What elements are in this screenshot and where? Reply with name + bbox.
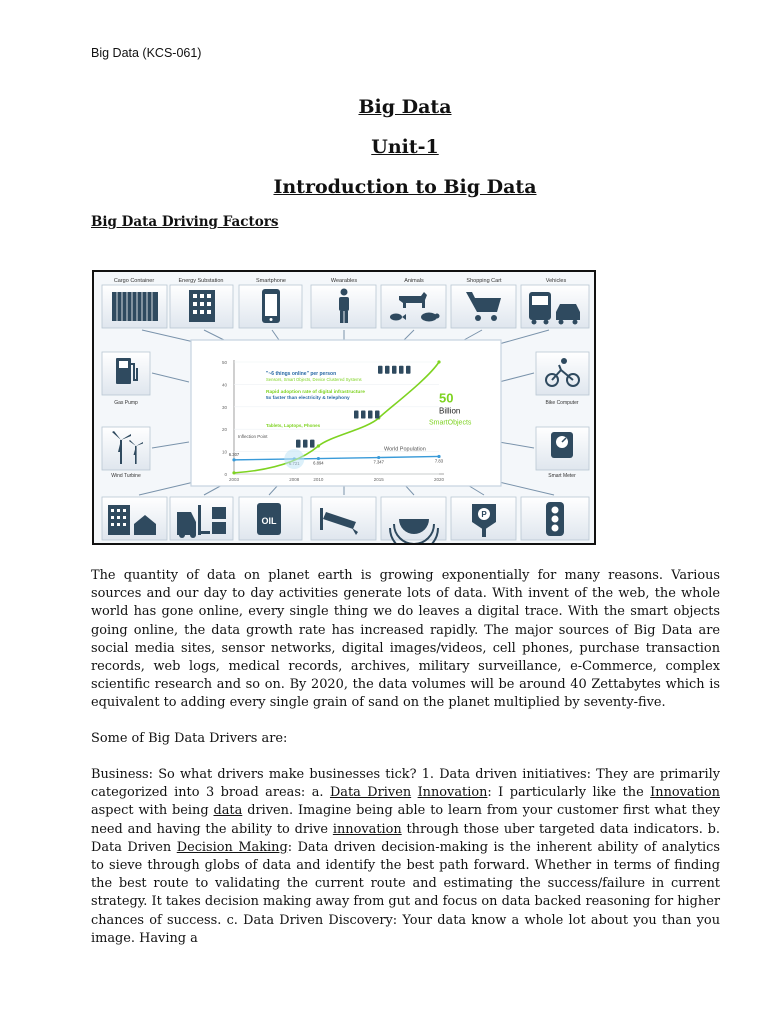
device-pictogram: [368, 411, 373, 419]
annotation-things-online: "~6 things online" per person: [266, 370, 337, 377]
population-point-label: 6.894: [313, 460, 324, 466]
link-data[interactable]: data: [213, 803, 243, 819]
annotation-5x-faster: 5x faster than electricity & telephony: [266, 395, 350, 401]
device-pictogram: [385, 366, 390, 374]
x-tick-label: 2003: [228, 477, 240, 482]
smart-objects-point: [232, 471, 235, 474]
traffic-light-icon: [546, 502, 564, 536]
device-pictogram: [303, 440, 308, 448]
unit-title: Unit-1: [371, 136, 439, 158]
population-point-label: 7.347: [373, 459, 384, 465]
big-number-unit: Billion: [439, 406, 461, 416]
device-pictogram: [378, 366, 383, 374]
big-number: 50: [439, 390, 454, 406]
y-tick-label: 10: [221, 449, 227, 455]
paragraph-data-growth: The quantity of data on planet earth is growing exponentially for many reasons. Various sources and our day to day activities generate lots of data. With invent of the web, the whole world has gone online, every single thing we do leaves a digital trace. With the smart objects going online, the data growth rate has increased rapidly. The major sources of Big Data are social media sites, sensor networks, digital images/videos, cell phones, purchase transaction records, web logs, medical records, archives, military surveillance, e-Commerce, complex scientific research and so on. By 2020, the data volumes will be around 40 Zettabytes which is equivalent to adding every single grain of sand on the planet multiplied by seventy-five.: [91, 568, 720, 711]
label-wind-turbine: Wind Turbine: [111, 473, 141, 479]
page-title: Big Data: [358, 96, 452, 118]
link-decision-making[interactable]: Decision Making: [176, 839, 288, 855]
oil-barrel-icon: [257, 503, 281, 535]
inflection-highlight: [284, 449, 304, 469]
inflection-label: Inflection Point: [238, 434, 268, 440]
paragraph-drivers-intro: Some of Big Data Drivers are:: [91, 731, 288, 746]
x-tick-label: 2010: [313, 477, 324, 482]
device-pictogram: [406, 366, 411, 374]
y-tick-label: 30: [221, 404, 227, 410]
label-animals: Animals: [404, 278, 424, 284]
svg-text:OIL: OIL: [261, 516, 277, 526]
device-pictogram: [399, 366, 404, 374]
y-tick-label: 40: [221, 382, 227, 388]
y-tick-label: 20: [221, 427, 227, 433]
big-data-drivers-figure: [92, 270, 596, 545]
label-shopping-cart: Shopping Cart: [466, 278, 502, 284]
population-point-label: 7.83: [434, 458, 444, 464]
section-heading: Big Data Driving Factors: [91, 214, 279, 230]
label-bike-computer: Bike Computer: [545, 400, 579, 406]
annotation-sensors: Sensors, Smart Objects, Device Clustered Systems: [266, 376, 362, 382]
smart-objects-point: [317, 444, 320, 447]
cargo-container-icon: [112, 292, 158, 321]
device-pictogram: [392, 366, 397, 374]
smart-objects-point: [437, 360, 440, 363]
world-population-label: World Population: [384, 446, 426, 453]
y-tick-label: 50: [221, 360, 227, 365]
label-cargo-container: Cargo Container: [113, 278, 155, 284]
annotation-adoption: Rapid adoption rate of digital infrastructure: [266, 389, 365, 395]
device-pictogram: [310, 440, 315, 448]
smart-meter-icon: [551, 432, 573, 458]
device-pictogram: [296, 440, 301, 448]
link-innovation[interactable]: Innovation: [417, 785, 488, 801]
population-point: [232, 458, 235, 461]
figure-svg: [94, 272, 594, 543]
tile-animals: [381, 285, 446, 328]
substation-icon: [189, 290, 215, 322]
x-tick-label: 2015: [373, 477, 384, 482]
label-energy-substation: Energy Substation: [178, 278, 224, 284]
page-header: Big Data (KCS-061): [91, 46, 202, 60]
link-data-driven[interactable]: Data Driven: [329, 785, 412, 801]
link-innovation-drive[interactable]: innovation: [332, 821, 402, 837]
device-pictogram: [354, 411, 359, 419]
big-number-label: SmartObjects: [429, 419, 472, 427]
population-point-label: 6.307: [228, 451, 240, 457]
label-smart-meter: Smart Meter: [548, 473, 576, 479]
x-tick-label: 2020: [433, 477, 445, 482]
chapter-title: Introduction to Big Data: [273, 176, 537, 198]
x-tick-label: 2008: [289, 477, 300, 482]
y-tick-label: 0: [224, 472, 227, 477]
label-wearables: Wearables: [330, 278, 358, 284]
device-pictogram: [375, 411, 380, 419]
label-vehicles: Vehicles: [545, 278, 567, 284]
annotation-devices: Tablets, Laptops, Phones: [266, 422, 321, 428]
label-gas-pump: Gas Pump: [114, 400, 138, 406]
svg-text:P: P: [481, 510, 487, 519]
device-pictogram: [361, 411, 366, 419]
link-innovation-aspect[interactable]: Innovation: [650, 785, 720, 801]
smartphone-icon: [262, 289, 280, 323]
label-smartphone: Smartphone: [256, 278, 286, 284]
paragraph-business-drivers: Business: So what drivers make businesses tick? 1. Data driven initiatives: They are primarily categorized into 3 broad areas: a. Data Driven Innovation: I particularly like the Innovation aspect with being data driven. Imagine being able to learn from your customer first what they need and having the ability to drive innovation through those uber targeted data indicators. b. Data Driven Decision Making: Data driven decision-making is the inherent ability of analytics to sieve through globs of data and identify the best path forward. Whether in terms of finding the best route to validating the current route and estimating the success/failure in current strategy. It takes decision making away from gut and focus on data backed reasoning for higher chances of success. c. Data Driven Discovery: Your data know a whole lot about you than you image. Having a: [91, 767, 721, 946]
